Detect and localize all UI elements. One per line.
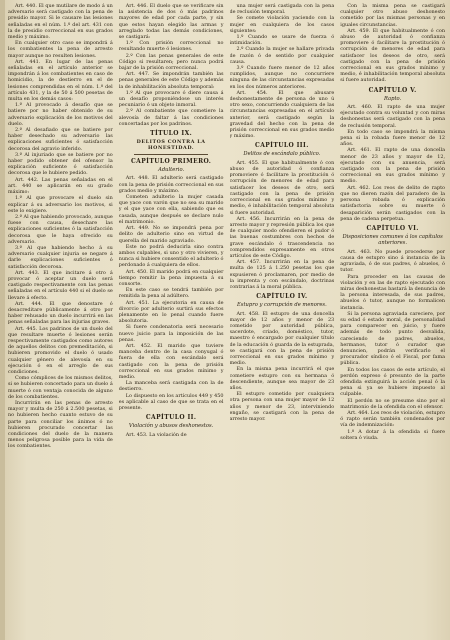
article-paragraph: La manceba será castigada con la de destierro. xyxy=(118,380,224,393)
text-column-1 xyxy=(8,3,113,640)
article-paragraph: 1.º Al que provocare el duelo sin explicar á su adversario los motivos, si este lo exigiere. xyxy=(8,195,113,214)
section-subtitle: Adulterio. xyxy=(158,167,185,174)
article-paragraph: En cualquier otro caso se impondrá á los combatientes la pena de arresto mayor aunque no resulten lesiones. xyxy=(8,40,113,59)
article-paragraph: En la misma pena incurrirá el que cometiere estupro con su hermana ó descendiente, aunque sea mayor de 23 años. xyxy=(229,366,335,391)
article-paragraph: Si la persona agraviada careciere, por su edad ó estado moral, de personalidad para comparecer en juicio, y fuere además de todo punto desvalida, careciendo de padres, abuelos, hermanos, tutor ó curador que denuncien, podrán verificarlo el procurador síndico ó el Fiscal, por fama pública. xyxy=(340,310,445,367)
article-paragraph: Art. 445. Los padrinos de un duelo del que resultare muerte ó lesiones serán respectivamente castigados como autores de aquellos delitos con premeditación, si hubieren promovido el duelo ó usado cualquier género de alevosía en su ejecución ó en el arreglo de sus condiciones. xyxy=(8,325,113,375)
section-heading: CAPÍTULO VI. xyxy=(366,224,419,232)
article-paragraph: Como cómplices de los mismos delitos, si se hubieren concertado para un duelo á muerte ó con ventaja conocida de alguno de los combatientes. xyxy=(8,375,113,400)
article-paragraph: Art. 449. No se impondrá pena por delito de adulterio sino en virtud de querella del marido agraviado. xyxy=(118,225,224,244)
article-paragraph: 2.º Cuando la mujer se hallare privada de razón ó de sentido por cualquier causa. xyxy=(229,46,335,65)
text-column-3 xyxy=(230,3,335,640)
article-paragraph: 3.º Al injuriado que se batiere por no haber podido obtener del ofensor la explicación suficiente ó satisfacción decorosa que le hubiere pedido. xyxy=(8,151,113,177)
article-paragraph: Art. 463. No puede procederse por causa de estupro sino á instancia de la agraviada, ó de sus padres, ó abuelos, ó tutor. xyxy=(340,248,445,274)
article-paragraph: En todo caso se impondrá la misma pena si la robada fuere menor de 12 años. xyxy=(340,128,445,148)
section-subtitle: Delitos de escándalo público. xyxy=(243,151,321,158)
title-caption: DELITOS CONTRA LA HONESTIDAD. xyxy=(136,139,206,152)
article-paragraph: 1.º Al que provocare ó diere causa á un desafío proponiéndose un interés pecuniario ó un objeto inmoral. xyxy=(118,89,224,109)
section-divider xyxy=(134,154,207,155)
article-paragraph: 2.º Al que habiendo provocado, aunque fuese con causa, desechare las explicaciones suficientes ó la satisfacción decorosa que le haya ofrecido su adversario. xyxy=(8,213,113,245)
article-paragraph: 1.º A dotar á la ofendida si fuere soltera ó viuda. xyxy=(340,428,445,441)
article-paragraph: Este no podrá deducirla sino contra ambos culpables, si uno y otro vivieren, y nunca si hubiere consentido el adulterio ó perdonado á cualquiera de ellos. xyxy=(118,243,224,269)
section-heading: CAPÍTULO V. xyxy=(368,86,417,94)
section-heading: CAPÍTULO II. xyxy=(145,414,197,422)
text-column-4 xyxy=(340,3,445,640)
article-paragraph: Art. 442. Las penas señaladas en el art. 440 se aplicarán en su grado máximo: xyxy=(8,176,113,196)
article-paragraph: Art. 451. La ejecutoria en causa de divorcio por adulterio surtirá sus efectos plenamente en lo penal cuando fuere absolutoria. xyxy=(118,299,224,325)
article-paragraph: El estupro cometido por cualquiera otra persona con una mujer mayor de 12 años y menor de 23, interviniendo engaño, se castigará con la pena de arresto mayor. xyxy=(229,391,335,422)
text-column-2 xyxy=(119,3,224,640)
article-paragraph: Art. 452. El marido que tuviere manceba dentro de la casa conyugal ó fuera de ella con escándalo será castigado con la pena de prisión correccional en sus grados mínimo y medio. xyxy=(118,342,224,380)
section-heading: CAPÍTULO III. xyxy=(255,142,309,150)
article-paragraph: En este caso se tendrá también por remitida la pena al adúltero. xyxy=(118,287,224,300)
section-subtitle: Disposiciones comunes á los capítulos anteriores. xyxy=(342,233,443,247)
article-paragraph: Art. 459. El que habitualmente ó con abuso de autoridad ó confianza promoviere ó facilitare la prostitución ó corrupción de menores de edad para satisfacer los deseos de otro, será castigado con la pena de prisión correccional en sus grados mínimo y medio, é inhabilitación temporal absoluta si fuere autoridad. xyxy=(340,27,445,84)
article-paragraph: Art. 455. El que habitualmente ó con abuso de autoridad ó confianza promoviere ó facilitare la prostitución ó corrupción de menores de edad para satisfacer los deseos de otro, será castigado con la pena de prisión correccional en sus grados mínimo y medio, é inhabilitación temporal absoluta si fuere autoridad. xyxy=(229,159,335,216)
article-paragraph: En todos los casos de este artículo, el perdón expreso ó presunto de la parte ofendida extinguirá la acción penal ó la pena si ya se hubiere impuesto al culpable. xyxy=(340,366,445,398)
article-paragraph: Art. 460. El rapto de una mujer ejecutado contra su voluntad y con miras deshonestas será castigado con la pena de reclusión temporal. xyxy=(340,104,445,129)
article-paragraph: Art. 444. El que denostare ó desacreditare públicamente á otro por haber rehusado un duelo incurrirá en las penas señaladas para las injurias graves. xyxy=(8,300,113,326)
article-paragraph: Art. 450. El marido podrá en cualquier tiempo remitir la pena impuesta á su consorte. xyxy=(118,268,224,287)
section-subtitle: Rapto. xyxy=(384,95,402,102)
article-paragraph: 3.º Cuando fuere menor de 12 años cumplidos, aunque no concurriere ninguna de las circunstancias expresadas en los dos números anteriores. xyxy=(229,65,335,90)
article-paragraph: 2.º Al combatiente que cometiere la alevosía de faltar á las condiciones concertadas por los padrinos. xyxy=(118,108,224,127)
article-paragraph: Art. 446. El duelo que se verificare sin la asistencia de dos ó más padrinos mayores de edad por cada parte, y sin que estos hayan elegido las armas y arreglado todas las demás condiciones, se castigará: xyxy=(118,3,224,41)
section-heading: CAPÍTULO IV. xyxy=(256,293,308,301)
article-paragraph: Art. 458. El estupro de una doncella mayor de 12 años y menor de 23 cometido por autoridad pública, sacerdote, criado, doméstico, tutor, maestro ó encargado por cualquier título de la educación ó guarda de la estuprada, se castigará con la pena de prisión correccional en sus grados mínimo y medio. xyxy=(229,310,335,367)
article-paragraph: Lo dispuesto en los artículos 449 y 450 es aplicable al caso de que se trata en el presente. xyxy=(118,392,224,411)
section-heading: CAPÍTULO PRIMERO. xyxy=(130,158,212,166)
article-paragraph: 3.º Al que habiendo hecho á su adversario cualquier injuria se negare á darle explicaciones suficientes ó satisfacción decorosa. xyxy=(8,244,113,270)
page-edge-shadow xyxy=(0,0,5,640)
article-paragraph: Incurrirán en las penas de arresto mayor y multa de 250 á 2.500 pesetas, si no hubieren hecho cuanto estuvo de su parte para conciliar los ánimos ó no hubieren procurado concertar las condiciones del duelo de la manera menos peligrosa posible para la vida de los combatientes. xyxy=(8,400,113,450)
article-paragraph: Art. 456. Incurrirán en la pena de arresto mayor y represión pública los que de cualquier modo ofendieren el pudor ó las buenas costumbres con hechos de grave escándalo ó trascendencia no comprendidos expresamente en otros artículos de este Código. xyxy=(229,215,335,259)
article-paragraph: 2.º Al desafiado que se batiere por haber desechado su adversario las explicaciones suficientes ó satisfacción decorosa del agravio inferido. xyxy=(8,127,113,152)
article-paragraph: El perdón no se presume sino por el matrimonio de la ofendida con el ofensor. xyxy=(340,397,445,410)
article-paragraph: una mujer será castigada con la pena de reclusión temporal. xyxy=(229,3,335,16)
article-paragraph: Se comete violación yaciendo con la mujer en cualquiera de los casos siguientes: xyxy=(229,15,335,34)
article-paragraph: Cometen adulterio la mujer casada que yace con varón que no sea su marido y el que yace con ella, sabiendo que es casada, aunque después se declare nulo el matrimonio. xyxy=(118,194,224,225)
article-paragraph: Art. 461. El rapto de una doncella menor de 23 años y mayor de 12, ejecutado con su anuencia, será castigado con la pena de prisión correccional en sus grados mínimo y medio. xyxy=(340,147,445,185)
section-heading: TÍTULO IX. xyxy=(150,130,193,138)
section-subtitle: Violación y abusos deshonestos. xyxy=(128,423,214,430)
article-paragraph: Con la misma pena se castigará cualquier otro abuso deshonesto cometido por las mismas personas y en iguales circunstancias. xyxy=(340,3,445,28)
article-paragraph: 2.º Con las penas generales de este Código si resultaren; pero nunca podrá bajar de la prisión correccional. xyxy=(118,52,224,72)
article-paragraph: Para proceder en las causas de violación y en las de rapto ejecutado con miras deshonestas bastará la denuncia de la persona interesada, de sus padres, abuelos ó tutor, aunque no formalicen instancia. xyxy=(340,273,445,311)
section-subtitle: Estupro y corrupción de menores. xyxy=(237,302,327,309)
article-paragraph: Art. 443. El que incitare á otro á provocar ó aceptar un duelo será castigado respectivamente con las penas señaladas en el artículo 440 si el duelo se llevare á efecto. xyxy=(8,269,113,301)
article-paragraph: Si fuere condenatoria será necesario nuevo juicio para la imposición de las penas. xyxy=(118,324,224,343)
article-paragraph: 1.º Al provocado á desafío que se batiere por no haber obtenido de su adversario explicación de los motivos del duelo. xyxy=(8,102,113,127)
article-paragraph: Art. 440. El que mutilare de modo á un adversario será castigado con la pena de presidio mayor. Si le causare las lesiones señaladas en el núm. 1.º del art. 431 con la de presidio correccional en sus grados medio y máximo. xyxy=(8,3,113,41)
article-paragraph: 1.º Con prisión correccional no resultando muerte ó lesiones. xyxy=(118,40,224,53)
article-paragraph: Art. 464. Los reos de violación, estupro ó rapto serán también condenados por vía de indemnización: xyxy=(340,410,445,429)
article-paragraph: Art. 441. En lugar de las penas señaladas en el artículo anterior se impondrán á los combatientes en caso de homicidio, la de destierro en el de lesiones comprendidas en el núm. 1.º del artículo 431, y la de 50 á 500 pesetas de multa en los demás casos: xyxy=(8,58,113,103)
article-paragraph: Art. 462. Los reos de delito de rapto que no dieren razón del paradero de la persona robada ó explicación satisfactoria sobre su muerte ó desaparición serán castigados con la pena de cadena perpetua. xyxy=(340,184,445,222)
article-paragraph: Art. 447. Se impondrán también las penas generales de este Código y además la de inhabilitación absoluta temporal: xyxy=(118,71,224,90)
article-paragraph: Art. 454. El que abusare deshonestamente de persona de uno ú otro sexo, concurriendo cualquiera de las circunstancias expresadas en el artículo anterior, será castigado según la gravedad del hecho con la pena de prisión correccional en sus grados medio y máximo. xyxy=(229,89,335,140)
article-paragraph: Art. 457. Incurrirán en la pena de multa de 125 á 1.250 pesetas los que expusieren ó proclamaren, por medio de la imprenta y con escándalo, doctrinas contrarias á la moral pública. xyxy=(229,259,335,290)
article-paragraph: Art. 448. El adulterio será castigado con la pena de prisión correccional en sus grados medio y máximo. xyxy=(118,175,224,194)
article-paragraph: 1.º Cuando se usare de fuerza ó intimidación. xyxy=(229,34,335,47)
article-paragraph: Art. 453. La violación de xyxy=(125,431,187,438)
